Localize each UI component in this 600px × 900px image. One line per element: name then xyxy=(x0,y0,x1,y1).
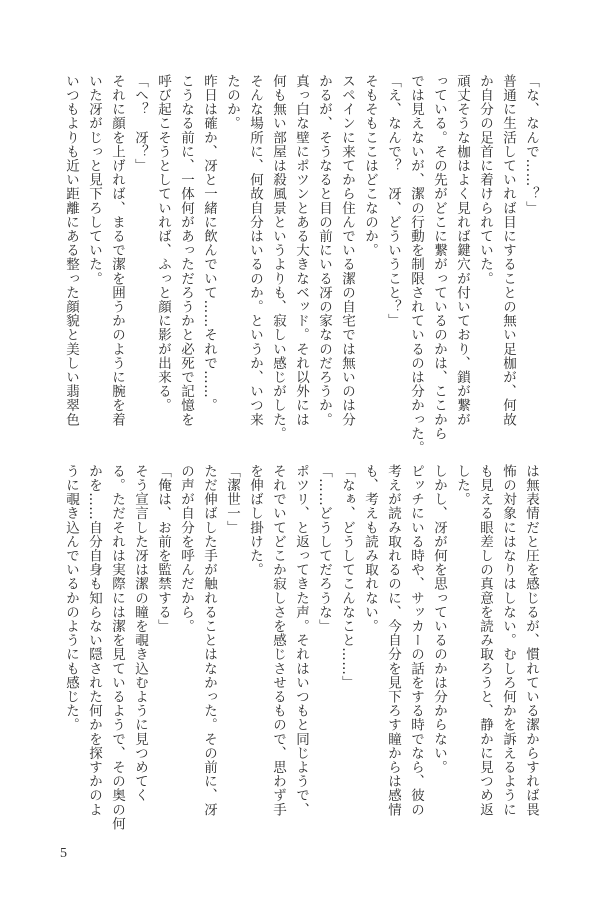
text-line: 呼び起こそうとしていれば、ふっと顔に影が出来る。 xyxy=(155,74,171,413)
text-line: ピッチにいる時や、サッカーの話をする時でなら、彼の xyxy=(408,464,424,817)
text-line: 頑丈そうな枷はよく見れば鍵穴が付いており、鎖が繋が xyxy=(454,74,470,427)
text-line: ポツリ、と返ってきた声。それはいつもと同じようで、 xyxy=(293,464,309,817)
text-line: 怖の対象にはなりはしない。むしろ何かを訴えるように xyxy=(500,464,516,817)
text-line: しかし、冴が何を思っているのかは分からない。 xyxy=(431,464,447,775)
text-line: の声が自分を呼んだから。 xyxy=(178,464,194,634)
text-line: それに顔を上げれば、まるで潔を囲うかのように腕を着 xyxy=(109,74,125,427)
text-line: 何も無い部屋は殺風景というよりも、寂しい感じがした。 xyxy=(270,74,286,441)
page-number: 5 xyxy=(60,846,67,861)
text-line: 「な、なんで……？」 xyxy=(523,74,539,215)
text-line: は無表情だと圧を感じるが、慣れている潔からすれば畏 xyxy=(523,464,539,817)
text-line: たのか。 xyxy=(224,74,240,131)
text-line: も、考えも読み取れない。 xyxy=(362,464,378,634)
text-line: 「潔世一」 xyxy=(224,464,240,535)
text-line: ただ伸ばした手が触れることはなかった。その前に、冴 xyxy=(201,464,217,817)
text-block-top xyxy=(63,74,542,455)
text-line: した。 xyxy=(454,464,470,507)
text-line: 「え、なんで？ 冴、どういうこと？」 xyxy=(385,74,401,328)
text-line: そもそもここはどこなのか。 xyxy=(362,74,378,258)
text-line: うに覗き込んでいるかのようにも感じた。 xyxy=(63,464,79,732)
text-line: る。ただそれは実際には潔を見ているようで、その奥の何 xyxy=(109,464,125,831)
text-line: 「俺は、お前を監禁する」 xyxy=(155,464,171,634)
text-line: も見える眼差しの真意を読み取ろうと、静かに見つめ返 xyxy=(477,464,493,817)
text-line: スペインに来てから住んでいる潔の自宅では無いのは分 xyxy=(339,74,355,427)
text-line: かるが、そうなると目の前にいる冴の家なのだろうか。 xyxy=(316,74,332,427)
text-line: かを……自分自身も知らない隠された何かを探すかのよ xyxy=(86,464,102,817)
text-line: そんな場所に、何故自分はいるのか。というか、いつ来 xyxy=(247,74,263,427)
text-line: いた冴がじっと見下ろしていた。 xyxy=(86,74,102,286)
text-line: では見えないが、潔の行動を制限されているのは分かった。 xyxy=(408,74,424,455)
text-line: 昨日は確か、冴と一緒に飲んでいて……それで……。 xyxy=(201,74,217,413)
text-line: 普通に生活していれば目にすることの無い足枷が、何故 xyxy=(500,74,516,427)
text-line: を伸ばし掛けた。 xyxy=(247,464,263,577)
text-line: そう宣言した冴は潔の瞳を覗き込むように見つめてく xyxy=(132,464,148,803)
text-block-bottom xyxy=(63,464,542,831)
text-line: こうなる前に、一体何があっただろうかと必死で記憶を xyxy=(178,74,194,427)
text-line: 考えが読み取れるのに、今自分を見下ろす瞳からは感情 xyxy=(385,464,401,817)
text-line: か自分の足首に着けられていた。 xyxy=(477,74,493,286)
text-line: 真っ白な壁にポツンとある大きなベッド。それ以外には xyxy=(293,74,309,427)
text-line: それでいてどこか寂しさを感じさせるもので、思わず手 xyxy=(270,464,286,817)
text-line: 「……どうしてだろうな」 xyxy=(316,464,332,634)
text-line: いつもよりも近い距離にある整った顔貌と美しい翡翠色 xyxy=(63,74,79,427)
text-line: 「へ？ 冴？」 xyxy=(132,74,148,173)
text-line: っている。その先がどこに繋がっているのかは、ここから xyxy=(431,74,447,441)
text-line: 「なぁ、どうしてこんなこと……」 xyxy=(339,464,355,690)
